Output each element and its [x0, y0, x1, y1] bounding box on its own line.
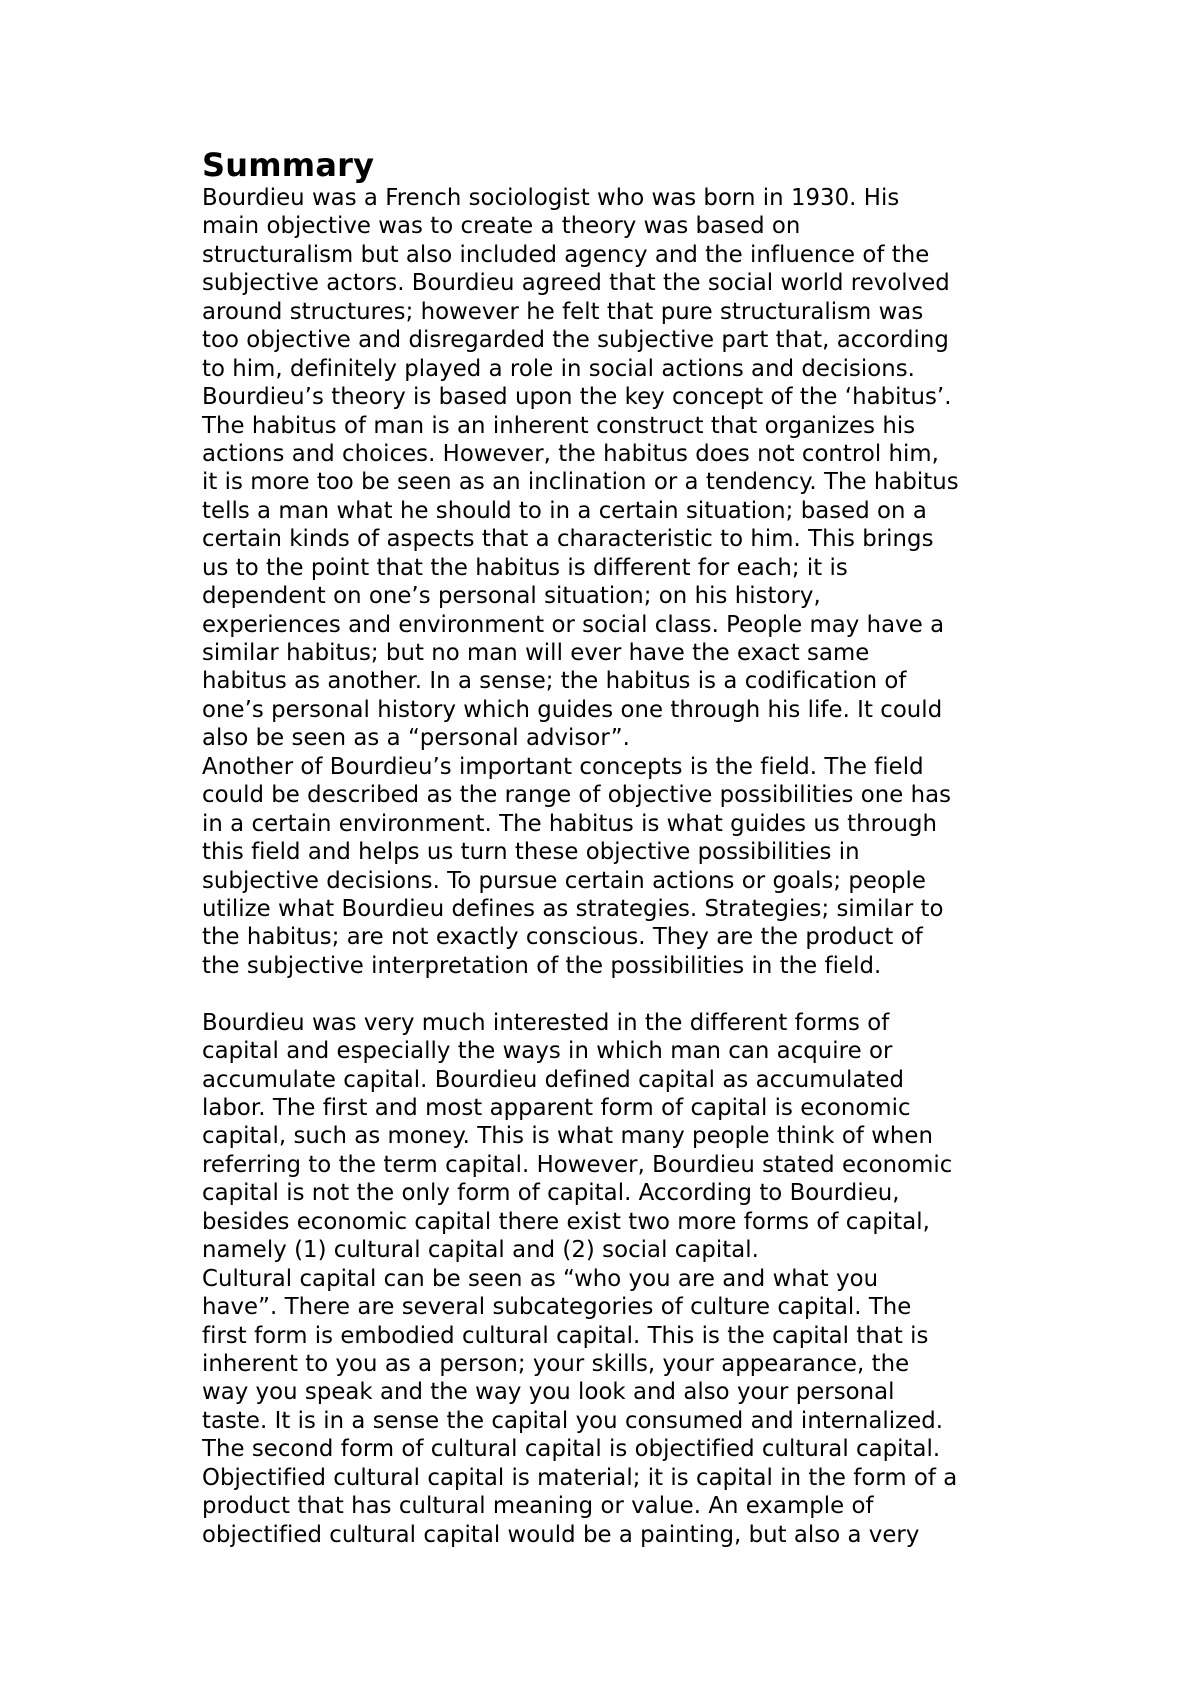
text-line: too objective and disregarded the subjective part that, according	[202, 327, 949, 354]
text-line: taste. It is in a sense the capital you consumed and internalized.	[202, 1407, 944, 1434]
text-line: could be described as the range of objective possibilities one has	[202, 782, 952, 809]
text-line: labor. The first and most apparent form of capital is economic	[202, 1095, 911, 1121]
text-line: subjective actors. Bourdieu agreed that the social world revolved	[202, 270, 950, 297]
text-line: besides economic capital there exist two more forms of capital,	[202, 1208, 930, 1235]
text-line: have”. There are several subcategories of culture capital. The	[202, 1294, 912, 1321]
text-line	[202, 980, 1022, 1008]
text-line: Cultural capital can be seen as “who you are and what you	[202, 1265, 879, 1292]
text-line: in a certain environment. The habitus is what guides us through	[202, 810, 938, 837]
text-line: namely (1) cultural capital and (2) social capital.	[202, 1237, 759, 1264]
text-line: first form is embodied cultural capital. This is the capital that is	[202, 1322, 929, 1349]
text-line: to him, definitely played a role in social actions and decisions.	[202, 355, 915, 382]
text-line: tells a man what he should to in a certain situation; based on a	[202, 497, 927, 524]
text-block	[202, 184, 1022, 1549]
text-line: Bourdieu’s theory is based upon the key concept of the ‘habitus’.	[202, 384, 952, 411]
text-line: referring to the term capital. However, Bourdieu stated economic	[202, 1151, 953, 1178]
text-line: The second form of cultural capital is objectified cultural capital.	[202, 1436, 941, 1463]
text-line: dependent on one’s personal situation; on his history,	[202, 583, 821, 610]
text-line: The habitus of man is an inherent construct that organizes his	[202, 412, 916, 439]
text-line: Bourdieu was very much interested in the different forms of	[202, 1009, 890, 1036]
text-line: it is more too be seen as an inclination or a tendency. The habitus	[202, 469, 959, 496]
text-line: one’s personal history which guides one through his life. It could	[202, 696, 943, 723]
text-line: habitus as another. In a sense; the habitus is a codification of	[202, 668, 907, 695]
text-line: experiences and environment or social class. People may have a	[202, 611, 945, 638]
text-line: the subjective interpretation of the possibilities in the field.	[202, 952, 882, 979]
text-line: Objectified cultural capital is material; it is capital in the form of a	[202, 1464, 958, 1491]
text-line: this field and helps us turn these objective possibilities in	[202, 839, 860, 866]
text-line: inherent to you as a person; your skills, your appearance, the	[202, 1350, 910, 1377]
text-line: structuralism but also included agency and the influence of the	[202, 241, 930, 268]
text-line: objectified cultural capital would be a painting, but also a very	[202, 1521, 920, 1548]
text-line: us to the point that the habitus is different for each; it is	[202, 554, 848, 581]
text-line: Another of Bourdieu’s important concepts is the field. The field	[202, 753, 924, 780]
text-line: around structures; however he felt that pure structuralism was	[202, 298, 924, 325]
text-line: subjective decisions. To pursue certain actions or goals; people	[202, 867, 926, 894]
text-line: way you speak and the way you look and also your personal	[202, 1379, 895, 1406]
text-line: capital and especially the ways in which man can acquire or	[202, 1038, 893, 1065]
text-line: utilize what Bourdieu defines as strategies. Strategies; similar to	[202, 895, 944, 922]
text-line: similar habitus; but no man will ever have the exact same	[202, 640, 870, 666]
document-body	[202, 146, 1022, 1549]
text-line: actions and choices. However, the habitus does not control him,	[202, 440, 939, 467]
text-line: also be seen as a “personal advisor”.	[202, 725, 630, 752]
text-line: accumulate capital. Bourdieu defined capital as accumulated	[202, 1066, 904, 1093]
text-line: capital, such as money. This is what many people think of when	[202, 1123, 933, 1150]
text-line: capital is not the only form of capital. According to Bourdieu,	[202, 1180, 900, 1207]
text-line: the habitus; are not exactly conscious. They are the product of	[202, 924, 923, 951]
text-line: product that has cultural meaning or value. An example of	[202, 1493, 874, 1520]
text-line: Bourdieu was a French sociologist who was born in 1930. His	[202, 185, 900, 211]
text-line: main objective was to create a theory was based on	[202, 213, 801, 240]
page-title: Summary	[202, 146, 375, 184]
text-line: certain kinds of aspects that a characteristic to him. This brings	[202, 526, 934, 553]
